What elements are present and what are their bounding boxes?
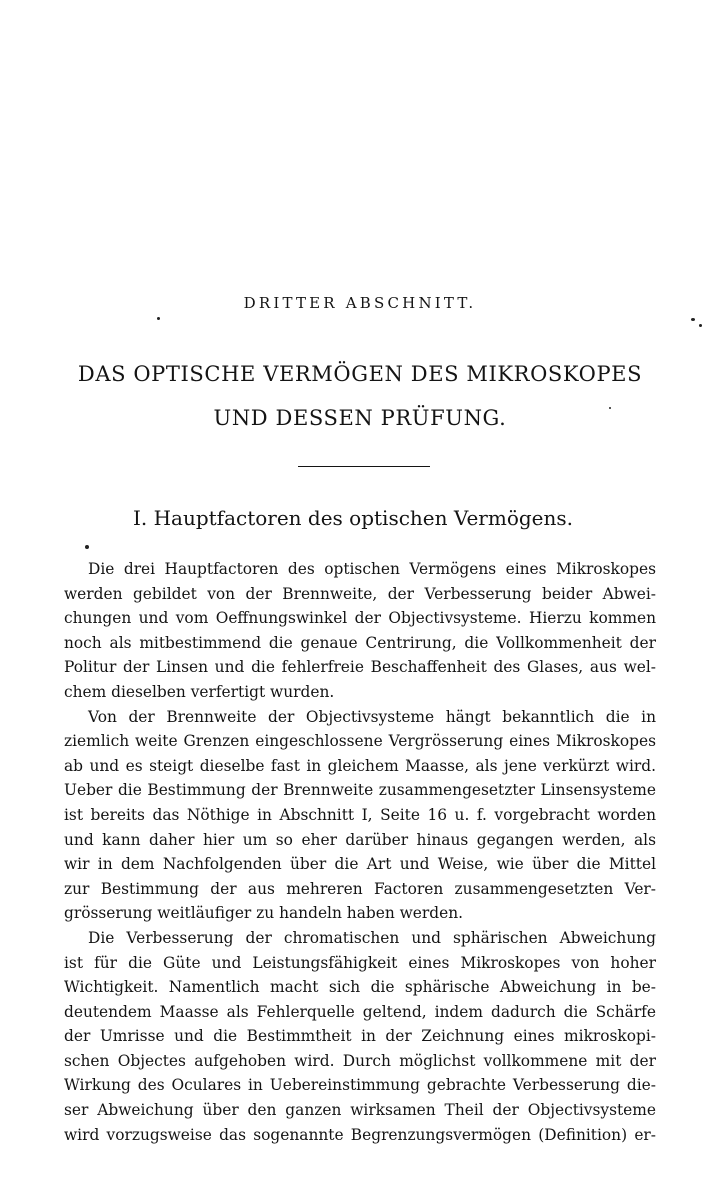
title-divider [298, 466, 430, 467]
text-line: chungen und vom Oeffnungswinkel der Objectivsysteme. Hierzu kommen [64, 609, 656, 628]
text-line: wird vorzugsweise das sogenannte Begrenzungsvermögen (Definition) er- [64, 1125, 656, 1144]
text-line: Wirkung des Oculares in Uebereinstimmung gebrachte Verbesserung die- [64, 1076, 656, 1095]
main-title-line-2: UND DESSEN PRÜFUNG. [213, 406, 507, 430]
text-line: schen Objectes aufgehoben wird. Durch möglichst vollkommene mit der [64, 1051, 656, 1070]
section-label: DRITTER ABSCHNITT. [243, 294, 477, 312]
text-line: deutendem Maasse als Fehlerquelle geltend, indem dadurch die Schärfe [64, 1002, 656, 1021]
text-line: der Umrisse und die Bestimmtheit in der Zeichnung eines mikroskopi- [64, 1027, 656, 1046]
text-line: Die Verbesserung der chromatischen und sphärischen Abweichung [88, 928, 656, 947]
body-text [64, 557, 656, 1147]
text-line: noch als mitbestimmend die genaue Centrirung, die Vollkommenheit der [64, 633, 656, 652]
scan-speck [85, 545, 89, 549]
text-line: ab und es steigt dieselbe fast in gleichem Maasse, als jene verkürzt wird. [64, 756, 656, 775]
text-line: werden gebildet von der Brennweite, der Verbesserung beider Abwei- [64, 584, 656, 603]
scan-speck [157, 317, 160, 320]
text-line: ist bereits das Nöthige in Abschnitt I, Seite 16 u. f. vorgebracht worden [64, 805, 656, 824]
scan-speck [699, 324, 702, 327]
text-line: ist für die Güte und Leistungsfähigkeit eines Mikroskopes von hoher [64, 953, 656, 972]
main-title [20, 352, 700, 440]
text-line: zur Bestimmung der aus mehreren Factoren zusammengesetzten Ver- [64, 879, 656, 898]
text-line: ser Abweichung über den ganzen wirksamen Theil der Objectivsysteme [64, 1101, 656, 1120]
text-line: ziemlich weite Grenzen eingeschlossene Vergrösserung eines Mikroskopes [64, 732, 656, 751]
text-line: wir in dem Nachfolgenden über die Art und Weise, wie über die Mittel [64, 855, 656, 874]
text-line: Wichtigkeit. Namentlich macht sich die sphärische Abweichung in be- [64, 978, 656, 997]
scan-speck [609, 407, 611, 409]
main-title-line-1: DAS OPTISCHE VERMÖGEN DES MIKROSKOPES [77, 362, 643, 386]
text-line: chem dieselben verfertigt wurden. [64, 682, 335, 701]
text-line: Die drei Hauptfactoren des optischen Vermögens eines Mikroskopes [88, 560, 656, 578]
subsection-title: I. Hauptfactoren des optischen Vermögens. [132, 506, 574, 530]
text-line: und kann daher hier um so eher darüber hinaus gegangen werden, als [64, 830, 656, 849]
text-line: Ueber die Bestimmung der Brennweite zusammengesetzter Linsensysteme [64, 781, 656, 800]
text-line: Politur der Linsen und die fehlerfreie Beschaffenheit des Glases, aus wel- [64, 658, 656, 677]
text-line: Von der Brennweite der Objectivsysteme hängt bekanntlich die in [88, 707, 656, 726]
text-line: grösserung weitläufiger zu handeln haben werden. [64, 904, 464, 923]
scan-speck [691, 318, 695, 321]
